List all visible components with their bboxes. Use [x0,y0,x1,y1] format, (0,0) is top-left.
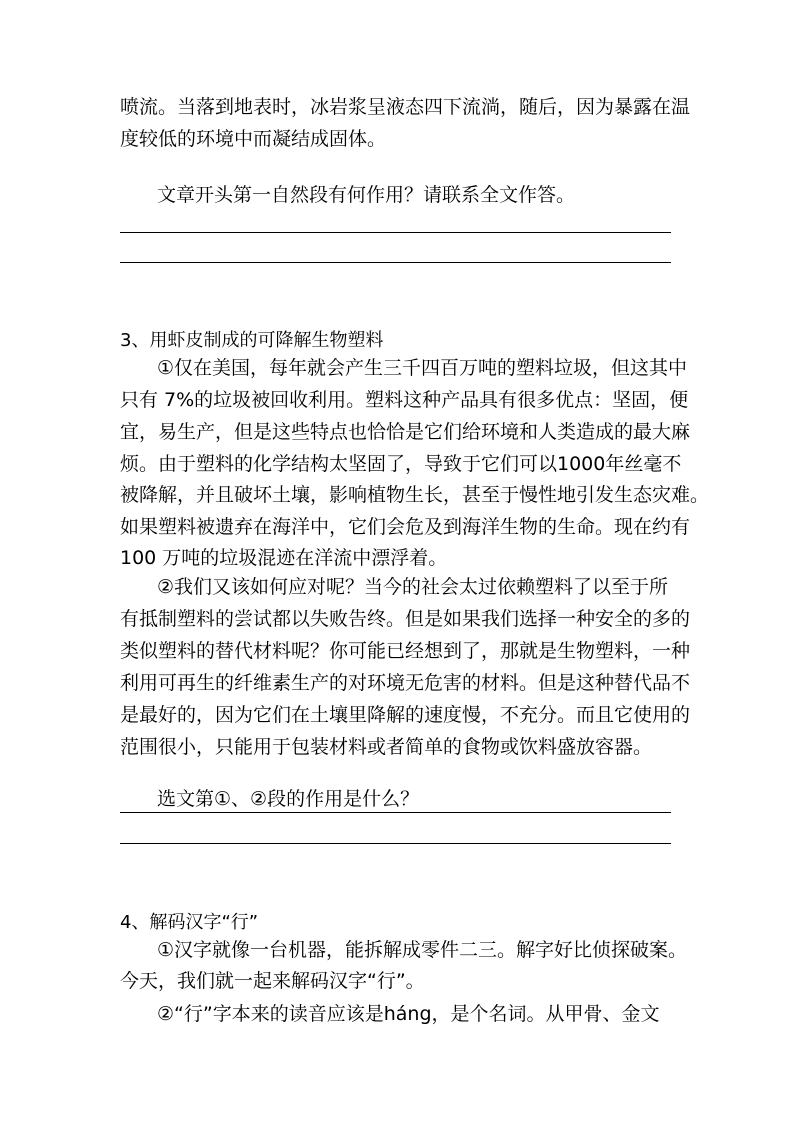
paragraph-line: ①汉字就像一台机器，能拆解成零件二三。解字好比侦探破案。 [157,939,688,961]
paragraph-line: 被降解，并且破坏土壤，影响植物生长，甚至于慢性地引发生态灾难。 [120,484,710,506]
body-text-line: 度较低的环境中而凝结成固体。 [120,128,387,150]
paragraph-line: ②“行”字本来的读音应该是háng，是个名词。从甲骨、金文 [157,1003,660,1025]
body-text-line: 喷流。当落到地表时，冰岩浆呈液态四下流淌，随后，因为暴露在温 [120,96,691,118]
question-text: 选文第①、②段的作用是什么？ [157,788,420,810]
paragraph-line: ②我们又该如何应对呢？当今的社会太过依赖塑料了以至于所 [157,576,669,598]
answer-line[interactable] [120,232,671,233]
answer-line[interactable] [120,812,671,813]
answer-line[interactable] [120,262,671,263]
paragraph-line: 今天，我们就一起来解码汉字“行”。 [120,970,425,992]
paragraph-line: 利用可再生的纤维素生产的对环境无危害的材料。但是这种替代品不 [120,672,691,694]
paragraph-line: 只有 7%的垃圾被回收利用。塑料这种产品具有很多优点：坚固，便 [120,389,689,411]
paragraph-line: 是最好的，因为它们在土壤里降解的速度慢，不充分。而且它使用的 [120,704,691,726]
paragraph-line: ①仅在美国，每年就会产生三千四百万吨的塑料垃圾，但这其中 [157,357,688,379]
paragraph-line: 100 万吨的垃圾混迹在洋流中漂浮着。 [120,547,448,569]
paragraph-line: 范围很小，只能用于包装材料或者简单的食物或饮料盛放容器。 [120,736,653,758]
section-title: 3、用虾皮制成的可降解生物塑料 [120,330,384,351]
question-text: 文章开头第一自然段有何作用？请联系全文作答。 [157,184,576,206]
paragraph-line: 烦。由于塑料的化学结构太坚固了，导致于它们可以1000年丝毫不 [120,453,682,475]
section-title: 4、解码汉字“行” [120,912,259,933]
paragraph-line: 宜，易生产，但是这些特点也恰恰是它们给环境和人类造成的最大麻 [120,421,691,443]
paragraph-line: 类似塑料的替代材料呢？你可能已经想到了，那就是生物塑料，一种 [120,640,691,662]
answer-line[interactable] [120,843,671,844]
paragraph-line: 有抵制塑料的尝试都以失败告终。但是如果我们选择一种安全的多的 [120,608,691,630]
paragraph-line: 如果塑料被遗弃在海洋中，它们会危及到海洋生物的生命。现在约有 [120,516,691,538]
